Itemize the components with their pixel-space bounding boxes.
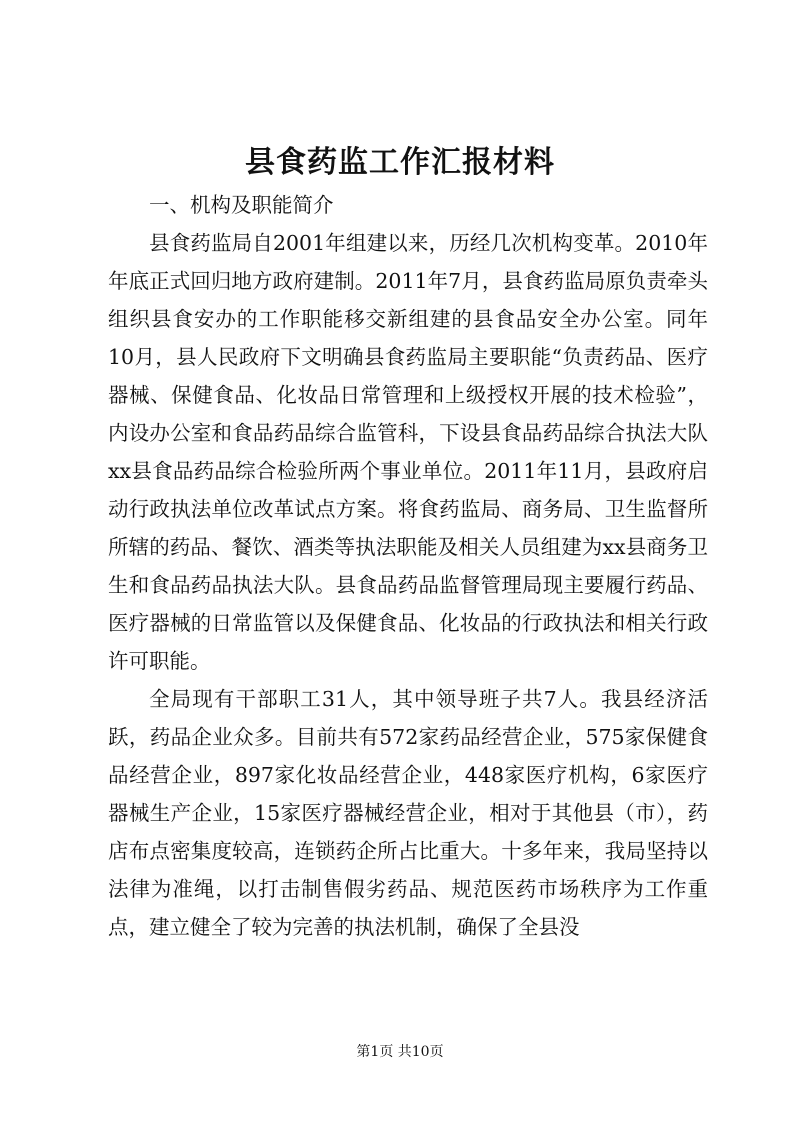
page-footer: 第1页 共10页 xyxy=(356,1044,444,1060)
section-heading: 一、机构及职能简介 xyxy=(149,193,334,217)
document-body xyxy=(108,186,708,946)
paragraph-1: 县食药监局自2001年组建以来，历经几次机构变革。2010年年底正式回归地方政府建制。2011年7月，县食药监局原负责牵头组织县食安办的工作职能移交新组建的县食品安全办公室。同年10月，县人民政府下文明确县食药监局主要职能“负责药品、医疗器械、保健食品、化妆品日常管理和上级授权开展的技术检验”，内设办公室和食品药品综合监管科，下设县食品药品综合执法大队xx县食品药品综合检验所两个事业单位。2011年11月，县政府启动行政执法单位改革试点方案。将食药监局、商务局、卫生监督所所辖的药品、餐饮、酒类等执法职能及相关人员组建为xx县商务卫生和食品药品执法大队。县食品药品监督管理局现主要履行药品、医疗器械的日常监管以及保健食品、化妆品的行政执法和相关行政许可职能。 xyxy=(108,231,708,673)
document-title: 县食药监工作汇报材料 xyxy=(245,145,555,180)
paragraph-2: 全局现有干部职工31人，其中领导班子共7人。我县经济活跃，药品企业众多。目前共有572家药品经营企业，575家保健食品经营企业，897家化妆品经营企业，448家医疗机构，6家医疗器械生产企业，15家医疗器械经营企业，相对于其他县（市），药店布点密集度较高，连锁药企所占比重大。十多年来，我局坚持以法律为准绳，以打击制售假劣药品、规范医药市场秩序为工作重点，建立健全了较为完善的执法机制，确保了全县没 xyxy=(108,687,708,939)
